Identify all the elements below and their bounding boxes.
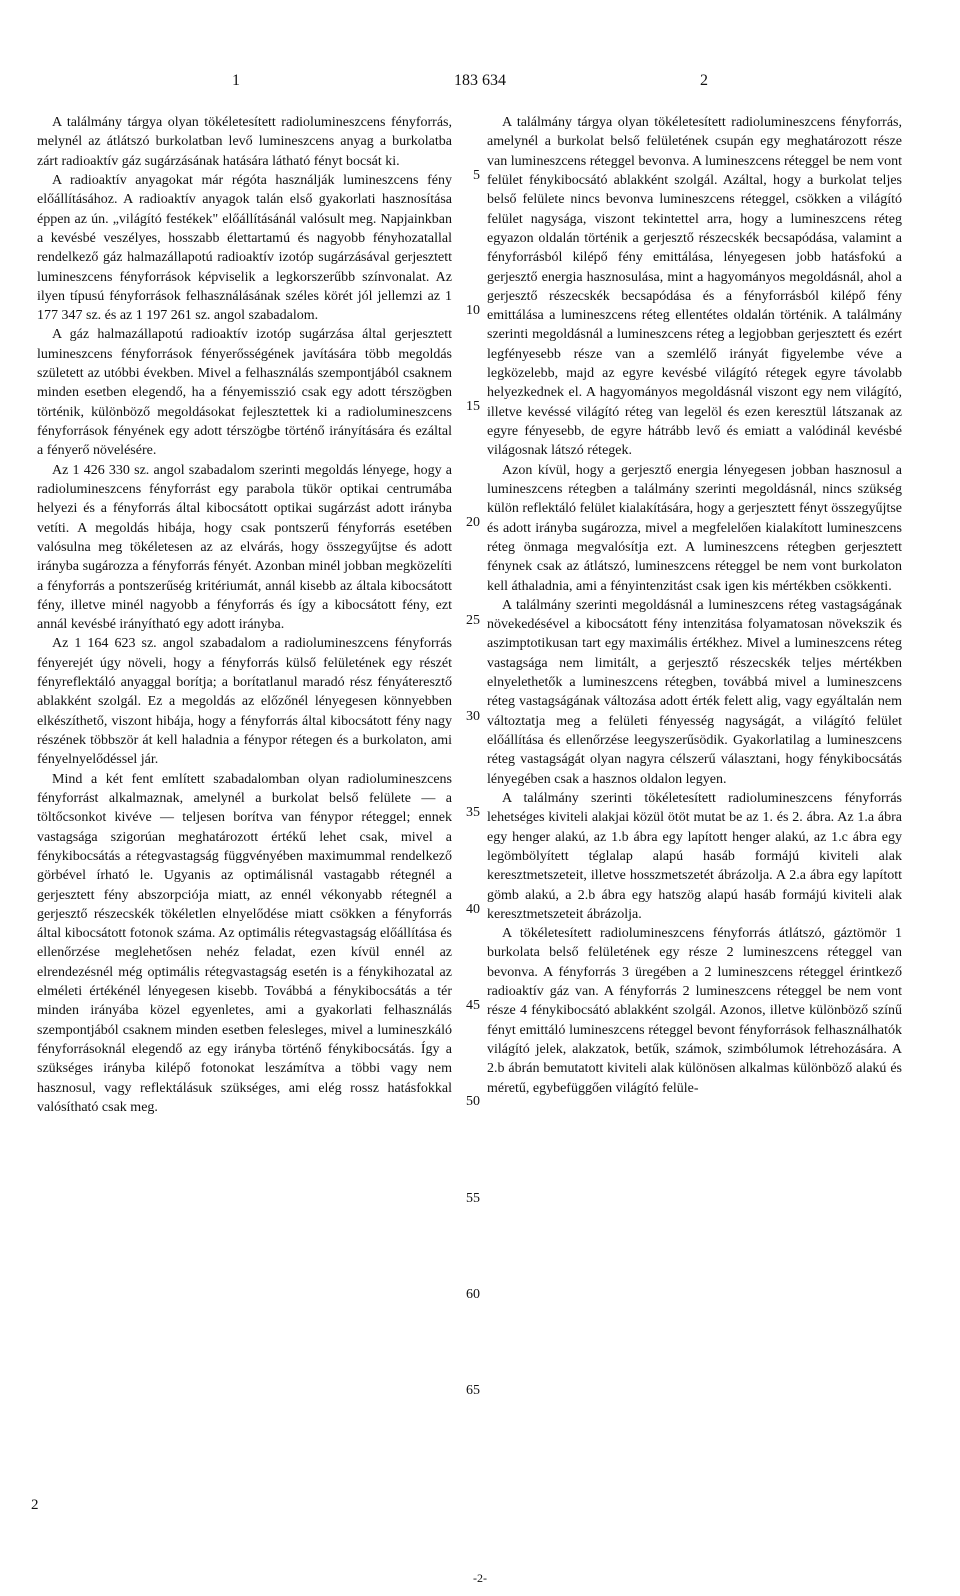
line-number: 50 [466, 1094, 480, 1109]
line-number: 25 [466, 613, 480, 628]
right-page-number: 2 [700, 72, 708, 89]
line-number: 20 [466, 515, 480, 530]
line-number: 40 [466, 902, 480, 917]
paragraph: Mind a két fent említett szabadalomban olyan radiolumineszcens fényforrást alkalmaznak, amelynél a burkolat belső felülete — a töltőcsonkot kivéve — teljesen borítva van fénypor réteggel; ennek vastagsága szigorúan meghatározott értékű lehet csak, mivel a fénykibocsátás a rétegvastagság függvényében maximummal rendelkező görbével írható le. Ugyanis az optimálisnál vastagabb rétegnél a gerjesztett fény abszorpciója miatt, az ennél vékonyabb rétegnél a gerjesztő részecskék tökéletlen elnyelődése miatt csökken a fényforrás által kibocsátott fotonok száma. Az optimális rétegvastagság előállítása és ellenőrzése meglehetősen nehéz feladat, ezen kívül ennél az elrendezésnél még optimális rétegvastagság esetén is a fénykihozatal az elméleti értékénél lényegesen kisebb. Továbbá a fénykibocsátás a tér minden irányába közel egyenletes, ami a gyakorlati felhasználás szempontjából csaknem minden esetben felesleges, mivel a lumineszkáló fényforrásoknál elegendő az egy irányba történő fénykibocsátás. Így a szükséges irányba kilépő fotonokat leszámítva a többi vagy nem hasznosul, vagy reflektálásuk szükséges, ami elég rossz hatásfokkal valósítható csak meg. [37, 771, 452, 1115]
paragraph: A találmány szerinti megoldásnál a lumineszcens réteg vastagságának növekedésével a kibocsátott fény intenzitása folyamatosan növekszik és aszimptotikusan tart egy maximális értékhez. Mivel a lumineszcens réteg vastagsága nem limitált, a gerjesztő részecskék teljes mértékben elnyelethetők a lumineszcens rétegben, továbbá mivel a lumineszcens réteg vastagságának változása adott érték felett alig, vagy egyáltalán nem változtatja meg a felületi fényesség nagyságát, a világító felület előállítása és ellenőrzése leegyszerűsödik. Gyakorlatilag a lumineszcens réteg vastagságát olyan nagyra célszerű választani, hogy fénykibocsátás lényegében csak a hasznos oldalon legyen. [487, 597, 902, 787]
paragraph: A találmány tárgya olyan tökéletesített radiolumineszcens fényforrás, melynél az átlátszó burkolatban levő lumineszcens anyag a burkolatba zárt radioaktív gáz sugárzásának hatására látható fényt bocsát ki. [37, 115, 452, 169]
paragraph: A tökéletesített radiolumineszcens fényforrás átlátszó, gáztömör 1 burkolata belső felületének egy része 2 lumineszcens réteggel van bevonva. A fényforrás 3 üregében a 2 lumineszcens réteggel érintkező radioaktív gáz van. A fényforrás 2 lumineszcens réteggel be nem vont része 4 fénykibocsátó ablakként szolgál. Azonos, illetve különböző színű fényt emittáló lumineszcens réteggel bevont fényforrások felhasználhatók világító jelek, alakzatok, betűk, számok, szimbólumok létrehozására. A 2.b ábrán bemutatott kiviteli alak különösen alkalmas különböző alakú és méretű, egybefüggően világító felüle- [487, 926, 902, 1096]
line-number: 45 [466, 998, 480, 1013]
left-page-number: 1 [232, 72, 240, 89]
line-number: 5 [473, 168, 480, 183]
paragraph: A gáz halmazállapotú radioaktív izotóp sugárzása által gerjesztett lumineszcens fényforrások fényerősségének javítására több megoldás született az utóbbi években. Mivel a felhasználás szempontjából csaknem minden esetben elegendő, ha a fényemisszió csak egy adott térszögben történik, különböző megoldásokat fejlesztettek ki a radiolumineszcens fényforrások fényének egy adott térszögbe történő irányítására és ezáltal a fényerő növelésére. [37, 327, 452, 459]
line-number: 65 [466, 1383, 480, 1398]
paragraph: A találmány tárgya olyan tökéletesített radiolumineszcens fényforrás, amelynél a burkolat belső felületének csupán egy meghatározott része van lumineszcens réteggel bevonva. A lumineszcens réteggel be nem vont felület fénykibocsátó ablakként szolgál. Azáltal, hogy a burkolat teljes belső felülete nincs bevonva lumineszcens réteggel, csökken a világító felület nagysága, viszont tekintettel arra, hogy a lumineszcens réteg egyazon oldalán történik a gerjesztő részecskék becsapódása, valamint a fényforrásból kilépő fény emittálása, lényegesen jobb hatásfokú a gerjesztő energia hasznosulása, mint a hagyományos megoldásnál, ahol a gerjesztő részecskék becsapódása és a fényforrásból kilépő fény emittálása a lumineszcens réteg ellentétes oldalán történik. A találmány szerinti megoldásnál a lumineszcens réteg a legjobban gerjesztett és ezért legfényesebb része van a szemlélő irányát figyelembe véve a legközelebb, majd az egyre kevésbé világító rétegek egyre távolabb helyezkednek el. A hagyományos megoldásnál viszont egy nem világító, illetve kevéssé világító réteg van legelöl és ezen keresztül látszanak az egyre fényesebb, de egyre hátrább levő és emiatt a valódinál kevésbé világosnak látszó rétegek. [487, 115, 902, 459]
paragraph: Azon kívül, hogy a gerjesztő energia lényegesen jobban hasznosul a lumineszcens rétegben a találmány szerinti megoldásnál, nincs szükség külön reflektáló felület kialakítására, hogy a gerjesztett fényt összegyűjtse és adott irányba sugározza, mivel a megfelelően kialakított lumineszcens réteg önmaga megvalósítja ezt. A lumineszcens rétegben gerjesztett fénynek csak az átlátszó, lumineszcens réteggel be nem vont burkolaton kell áthaladnia, ami a fényintenzitást csak igen kis mértékben csökkenti. [487, 462, 902, 594]
paragraph: A radioaktív anyagokat már régóta használják lumineszcens fény előállításához. A radioaktív anyagok talán első gyakorlati hasznosítása éppen az ún. „világító festékek" előállításánál valósult meg. Napjainkban a kevésbé veszélyes, hosszabb élettartamú és nagyobb fényhozatallal rendelkező gáz halmazállapotú radioaktív izotóp sugárzásával gerjesztett lumineszcens fényforrások képviselik a legkorszerűbb színvonalat. Az ilyen típusú fényforrások felhasználásának széles körét jól jellemzi az 1 177 347 sz. és az 1 197 261 sz. angol szabadalom. [37, 172, 452, 324]
left-column [37, 113, 452, 1117]
line-number: 10 [466, 303, 480, 318]
patent-number: 183 634 [454, 72, 506, 89]
right-column [487, 113, 902, 1098]
line-number: 60 [466, 1287, 480, 1302]
page-marker: -2- [473, 1571, 487, 1585]
line-number: 15 [466, 399, 480, 414]
paragraph: Az 1 426 330 sz. angol szabadalom szerinti megoldás lényege, hogy a radiolumineszcens fényforrást egy parabola tükör optikai centrumába helyezi és a fényforrás által kibocsátott optikai sugárzást adott irányba vetíti. A megoldás hibája, hogy csak pontszerű fényforrás esetében valósulna meg tökéletesen az az elvárás, hogy összegyűjtse és adott irányba sugározza a fényforrás fényét. Azonban minél jobban megközelíti a fényforrás a pontszerűség kritériumát, annál kisebb az általa kibocsátott fény, illetve minél nagyobb a fényforrás és így a kibocsátott fény, ezt annál kevésbé irányítható egy adott irányba. [37, 462, 452, 633]
paragraph: Az 1 164 623 sz. angol szabadalom a radiolumineszcens fényforrás fényerejét úgy növeli, hogy a fényforrás külső felületének egy részét fényreflektáló anyaggal borítja; a borítatlanul maradó rész fényáteresztő ablakként szolgál. Ez a megoldás az előzőnél lényegesen könnyebben elkészíthető, viszont hibája, hogy a fényforrás által kibocsátott fény nagy részének többször át kell haladnia a fénypor rétegen és a burkolaton, ami fényelnyelődéssel jár. [37, 636, 452, 768]
line-number: 30 [466, 709, 480, 724]
line-number: 35 [466, 805, 480, 820]
paragraph: A találmány szerinti tökéletesített radiolumineszcens fényforrás lehetséges kiviteli alakjai közül ötöt mutat be az 1. és 2. ábra. Az 1.a ábra egy henger alakú, az 1.b ábra egy lapított henger alakú, az 1.c ábra egy legömbölyített téglalap alapú hasáb formájú kiviteli alak keresztmetszeteit, illetve hosszmetszetét ábrázolja. A 2.a ábra egy lapított gömb alakú, a 2.b ábra egy hatszög alapú hasáb formájú kiviteli alak keresztmetszeteit ábrázolja. [487, 790, 902, 922]
sheet-number: 2 [31, 1497, 39, 1513]
line-number: 55 [466, 1191, 480, 1206]
